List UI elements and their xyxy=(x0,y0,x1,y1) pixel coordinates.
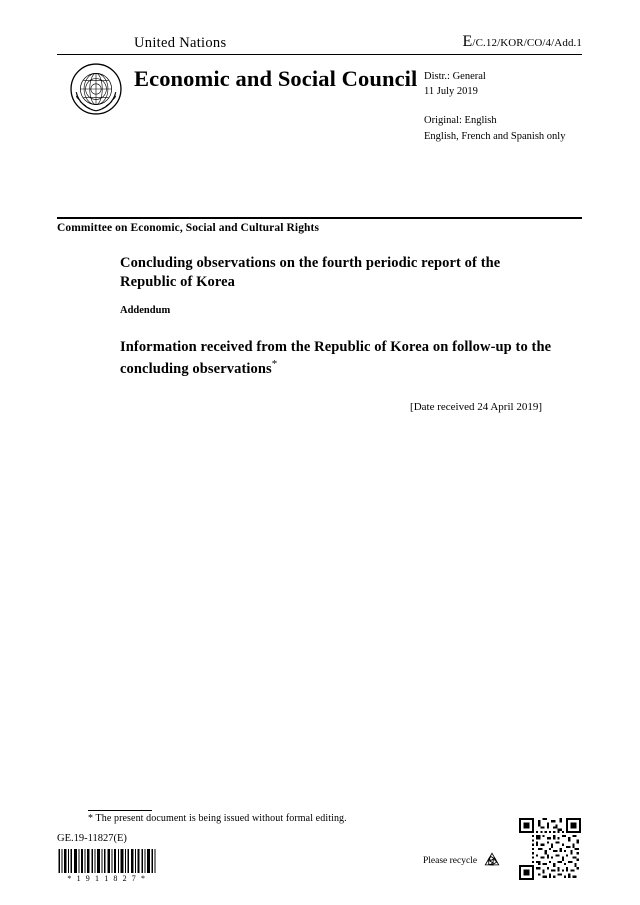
masthead xyxy=(57,33,582,144)
document-subtitle-text: Information received from the Republic of Korea on follow-up to the concluding observations xyxy=(120,339,552,378)
distribution-label: Distr.: General xyxy=(424,71,486,82)
recycle-icon xyxy=(481,851,503,871)
recycle-note xyxy=(423,851,503,871)
header-divider xyxy=(57,217,582,219)
footnote-divider xyxy=(88,810,152,811)
footnote-marker: * xyxy=(88,813,94,824)
distribution-date: 11 July 2019 xyxy=(424,86,478,98)
document-code: GE.19-11827(E) xyxy=(57,833,127,844)
distribution-block xyxy=(424,61,582,144)
addendum-label: Addendum xyxy=(120,305,171,317)
footnote xyxy=(88,813,347,824)
un-emblem-icon xyxy=(70,63,122,115)
document-subtitle xyxy=(120,338,560,379)
masthead-body xyxy=(57,61,582,144)
qr-code-icon xyxy=(519,818,581,880)
document-symbol-suffix: /C.12/KOR/CO/4/Add.1 xyxy=(472,37,582,49)
recycle-label: Please recycle xyxy=(423,856,478,866)
committee-name: Committee on Economic, Social and Cultural Rights xyxy=(57,222,320,234)
barcode-number: * 1 9 1 1 8 2 7 * xyxy=(67,874,147,883)
barcode-icon xyxy=(57,848,157,874)
document-symbol-prefix: E xyxy=(462,33,473,50)
emblem-cell xyxy=(57,61,134,115)
title-block xyxy=(120,254,560,413)
masthead-header-row xyxy=(57,33,582,55)
date-received: [Date received 24 April 2019] xyxy=(410,401,542,414)
footnote-text: The present document is being issued without formal editing. xyxy=(95,813,347,824)
document-symbol xyxy=(463,33,582,52)
original-language: Original: English xyxy=(424,115,497,127)
document-title: Concluding observations on the fourth periodic report of the Republic of Korea xyxy=(120,255,501,291)
available-languages: English, French and Spanish only xyxy=(424,130,566,142)
footnote-marker-superscript: * xyxy=(271,358,278,371)
organization-name: United Nations xyxy=(134,35,227,51)
organ-title: Economic and Social Council xyxy=(134,66,418,91)
